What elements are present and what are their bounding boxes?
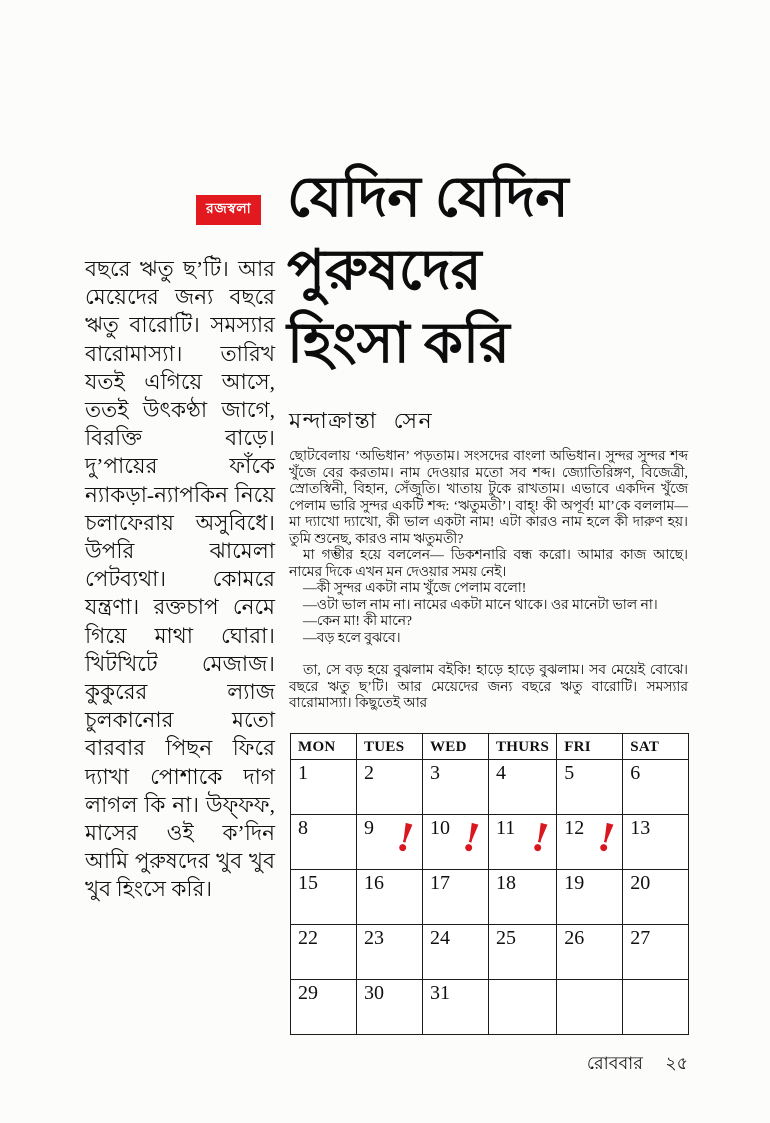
article-body: [289, 448, 688, 712]
calendar-day-number: 5: [564, 762, 575, 784]
dialogue-line: —কেন মা! কী মানে?: [303, 613, 413, 628]
calendar-cell: [557, 760, 623, 815]
calendar-cell: [557, 925, 623, 980]
calendar-cell: [623, 980, 689, 1035]
calendar-cell: [423, 925, 489, 980]
calendar-row: [291, 925, 689, 980]
calendar-cell: [557, 980, 623, 1035]
calendar-day-number: 8: [298, 817, 308, 839]
calendar-cell: [557, 870, 623, 925]
calendar-day-number: 23: [364, 927, 384, 949]
calendar-day-number: 9: [364, 817, 374, 839]
calendar-cell: [489, 760, 557, 815]
calendar-header-mon: MON: [291, 734, 357, 760]
calendar-table: [290, 733, 689, 1035]
calendar-cell: [557, 815, 623, 870]
calendar-cell: [357, 815, 423, 870]
dialogue-line: —কী সুন্দর একটা নাম খুঁজে পেলাম বলো!: [303, 580, 527, 595]
headline-line: যেদিন যেদিন: [287, 167, 569, 229]
calendar-cell: [357, 925, 423, 980]
red-exclamation-mark-icon: !: [457, 813, 486, 862]
headline-line: হিংসা করি: [287, 313, 510, 375]
calendar-cell: [291, 760, 357, 815]
calendar-day-number: 11: [496, 817, 516, 839]
calendar-cell: [489, 925, 557, 980]
calendar-row: [291, 760, 689, 815]
calendar-day-number: 22: [298, 927, 318, 949]
calendar-day-number: 24: [430, 927, 450, 949]
calendar-day-number: 18: [496, 872, 516, 894]
article-headline: [287, 162, 707, 381]
calendar-day-number: 31: [430, 982, 450, 1004]
red-exclamation-mark-icon: !: [592, 813, 620, 862]
calendar-body: [291, 760, 689, 1035]
red-exclamation-mark-icon: !: [526, 813, 554, 862]
body-paragraph: ছোটবেলায় ‘অভিধান’ পড়তাম। সংসদের বাংলা অভিধান। সুন্দর সুন্দর শব্দ খুঁজে বের করতাম। নাম দেওয়ার মতো সব শব্দ। জ্যোতিরিঙ্গণ, বিজেত্রী, স্রোতস্বিনী, বিহান, সেঁজুতি। খাতায় টুকে রাখতাম। এভাবে একদিন খুঁজে পেলাম ভারি সুন্দর একটি শব্দ: ‘ঋতুমতী’। বাহ্‌! কী অপূর্ব! মা’কে বললাম— মা দ্যাখো দ্যাখো, কী ভাল একটা নাম! এটা কারও নাম হলে কী দারুণ হয়। তুমি শুনেছ, কারও নাম ঋতুমতী?: [289, 448, 688, 546]
dialogue-line: —বড় হলে বুঝবে।: [303, 629, 401, 645]
calendar-header-row: [291, 734, 689, 760]
calendar-cell: [291, 815, 357, 870]
calendar-day-number: 1: [298, 762, 308, 784]
calendar-cell: [357, 760, 423, 815]
calendar-day-number: 13: [630, 817, 651, 839]
calendar-header-sat: SAT: [623, 734, 689, 760]
calendar-day-number: 6: [630, 762, 641, 784]
calendar-cell: [357, 980, 423, 1035]
calendar-cell: [291, 870, 357, 925]
calendar-cell: [423, 980, 489, 1035]
red-exclamation-mark-icon: !: [391, 813, 420, 862]
calendar-cell: [489, 980, 557, 1035]
calendar-day-number: 16: [364, 872, 384, 894]
calendar-row: [291, 980, 689, 1035]
dialogue-line: —ওটা ভাল নাম না। নামের একটা মানে থাকে। ওর মানেটা ভাল না।: [303, 596, 658, 612]
calendar-row: [291, 815, 689, 870]
calendar-cell: [291, 925, 357, 980]
calendar-day-number: 12: [564, 817, 585, 839]
lede-column-text: বছরে ঋতু ছ’টি। আর মেয়েদের জন্য বছরে ঋতু বারোটি। সমস্যার বারোমাস্যা। তারিখ যতই এগিয়ে আসে, ততই উৎকণ্ঠা জাগে, বিরক্তি বাড়ে। দু’পায়ের ফাঁকে ন্যাকড়া-ন্যাপকিন নিয়ে চলাফেরায় অসুবিধে। উপরি ঝামেলা পেটব্যথা। কোমরে যন্ত্রণা। রক্তচাপ নেমে গিয়ে মাথা ঘোরা। খিটখিটে মেজাজ। কুকুরের ল্যাজ চুলকানোর মতো বারবার পিছন ফিরে দ্যাখা পোশাকে দাগ লাগল কি না। উফ্‌ফফ, মাসের ওই ক’দিন আমি পুরুষদের খুব খুব খুব হিংসে করি।: [85, 257, 275, 902]
calendar-header-wed: WED: [423, 734, 489, 760]
calendar-day-number: 26: [564, 927, 585, 949]
calendar-day-number: 15: [298, 872, 318, 894]
calendar-cell: [423, 870, 489, 925]
calendar-day-number: 2: [364, 762, 374, 784]
calendar-cell: [489, 870, 557, 925]
calendar-cell: [623, 760, 689, 815]
calendar-day-number: 10: [430, 817, 450, 839]
author-byline: মন্দাক্রান্তা সেন: [289, 408, 434, 433]
calendar-day-number: 17: [430, 872, 450, 894]
calendar-row: [291, 870, 689, 925]
calendar-day-number: 29: [298, 982, 318, 1004]
calendar-cell: [423, 760, 489, 815]
calendar-header-tues: TUES: [357, 734, 423, 760]
page-footer: [587, 1051, 688, 1080]
body-paragraph: তা, সে বড় হয়ে বুঝলাম বইকি! হাড়ে হাড়ে বুঝলাম। সব মেয়েই বোঝে। বছরে ঋতু ছ’টি। আর মেয়েদের জন্য বছরে ঋতু বারোটি। সমস্যার বারোমাস্যা। কিছুতেই আর: [289, 662, 688, 710]
calendar-day-number: 19: [564, 872, 585, 894]
section-tag: রজস্বলা: [196, 195, 261, 225]
headline-line: পুরুষদের: [287, 240, 482, 302]
footer-label: রোববার: [586, 1053, 643, 1073]
calendar-day-number: 4: [496, 762, 506, 784]
calendar-cell: [357, 870, 423, 925]
calendar-header-thurs: THURS: [489, 734, 557, 760]
calendar-day-number: 30: [364, 982, 384, 1004]
page-number: ২৫: [665, 1053, 688, 1073]
calendar-cell: [291, 980, 357, 1035]
calendar-day-number: 20: [630, 872, 651, 894]
calendar-header-fri: FRI: [557, 734, 623, 760]
calendar-cell: [623, 870, 689, 925]
calendar-cell: [489, 815, 557, 870]
calendar-day-number: 3: [430, 762, 440, 784]
calendar-day-number: 25: [496, 927, 516, 949]
calendar-cell: [623, 815, 689, 870]
body-paragraph: মা গম্ভীর হয়ে বললেন— ডিকশনারি বন্ধ করো। আমার কাজ আছে। নামের দিকে এখন মন দেওয়ার সময় নেই।: [289, 547, 688, 579]
calendar-day-number: 27: [630, 927, 651, 949]
calendar-cell: [423, 815, 489, 870]
calendar-cell: [623, 925, 689, 980]
